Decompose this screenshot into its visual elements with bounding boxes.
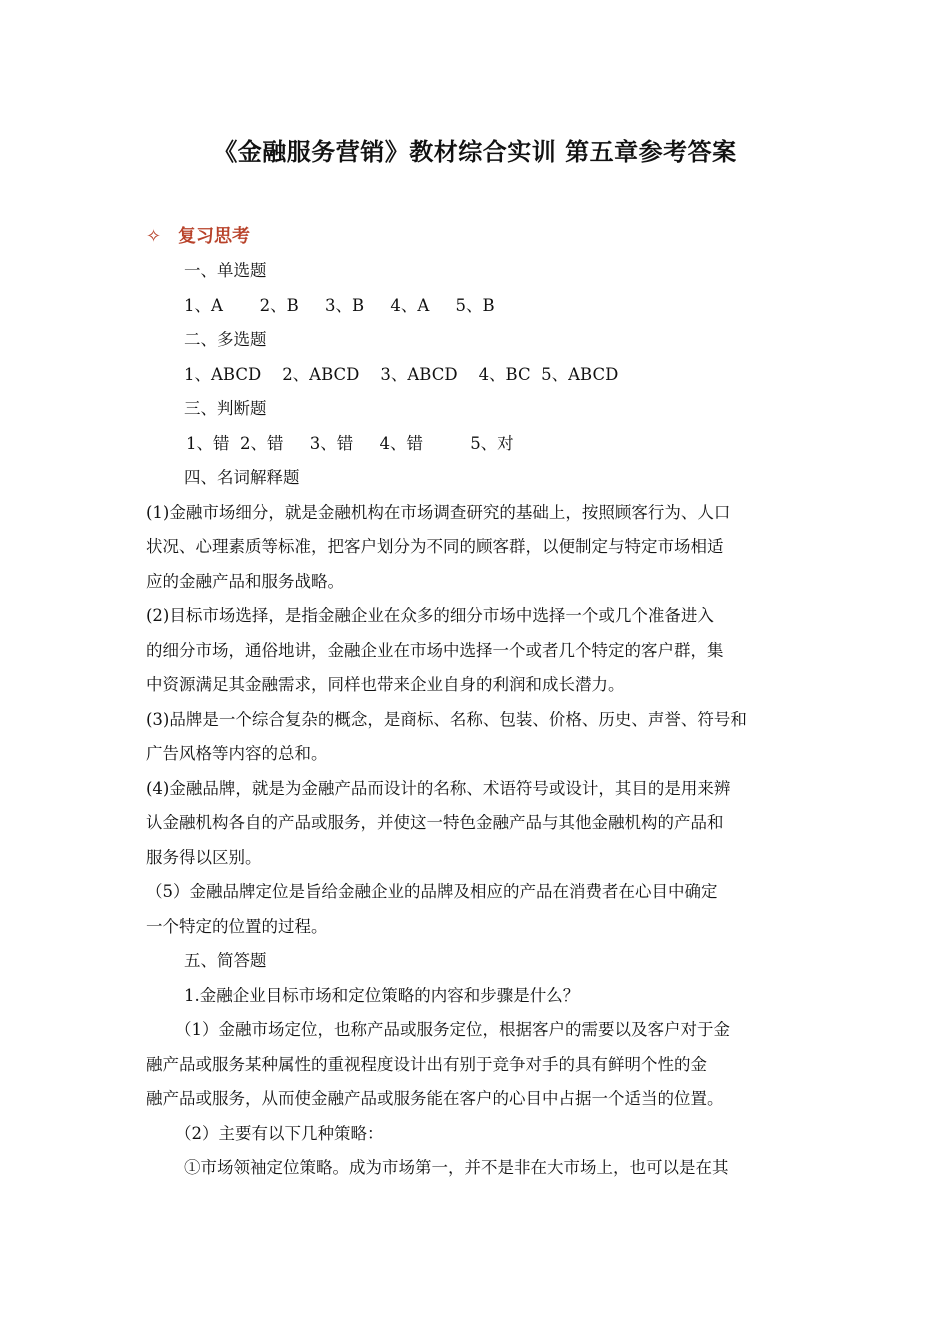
text-line: (3)品牌是一个综合复杂的概念，是商标、名称、包装、价格、历史、声誉、符号和 bbox=[146, 709, 747, 729]
answer-item: 5、B bbox=[455, 295, 495, 315]
text-line: （1）金融市场定位，也称产品或服务定位，根据客户的需要以及客户对于金 bbox=[175, 1020, 730, 1039]
text-line: 融产品或服务某种属性的重视程度设计出有别于竞争对手的具有鲜明个性的金 bbox=[146, 1054, 707, 1074]
text-line: 的细分市场，通俗地讲，金融企业在市场中选择一个或者几个特定的客户群，集 bbox=[146, 640, 724, 660]
q5-question: 1.金融企业目标市场和定位策略的内容和步骤是什么？ bbox=[184, 985, 580, 1005]
answer-item: 3、B bbox=[325, 295, 365, 315]
answer-item: 4、A bbox=[390, 295, 430, 315]
text-line: 服务得以区别。 bbox=[146, 847, 262, 867]
answer-item: 1、A bbox=[184, 295, 223, 315]
answer-item: 2、ABCD bbox=[282, 364, 360, 384]
q1-answers bbox=[146, 289, 810, 324]
document-body bbox=[146, 254, 810, 1186]
answer-item: 1、ABCD bbox=[184, 364, 262, 384]
answer-item: 2、错 bbox=[240, 433, 284, 453]
definition-1 bbox=[146, 496, 810, 600]
q1-heading: 一、单选题 bbox=[184, 261, 267, 280]
q2-heading: 二、多选题 bbox=[184, 330, 267, 349]
answer-item: 1、错 bbox=[186, 433, 230, 453]
definition-4 bbox=[146, 772, 810, 876]
diamond-star-icon: ✧ bbox=[146, 226, 162, 247]
definition-5 bbox=[146, 875, 810, 944]
text-line: 状况、心理素质等标准，把客户划分为不同的顾客群，以便制定与特定市场相适 bbox=[146, 537, 724, 556]
text-line: （5）金融品牌定位是旨给金融企业的品牌及相应的产品在消费者在心目中确定 bbox=[146, 882, 718, 901]
answer-item: 3、错 bbox=[309, 433, 354, 453]
q4-heading: 四、名词解释题 bbox=[184, 468, 300, 487]
text-line: 融产品或服务，从而使金融产品或服务能在客户的心目中占据一个适当的位置。 bbox=[146, 1089, 724, 1108]
text-line: 认金融机构各自的产品或服务，并使这一特色金融产品与其他金融机构的产品和 bbox=[146, 813, 724, 832]
definition-2 bbox=[146, 599, 810, 703]
text-line: (4)金融品牌，就是为金融产品而设计的名称、术语符号或设计，其目的是用来辨 bbox=[146, 778, 731, 798]
answer-item: 5、对 bbox=[470, 433, 514, 453]
document-title: 《金融服务营销》教材综合实训 第五章参考答案 bbox=[213, 138, 737, 166]
answer-paragraph-1 bbox=[146, 1013, 810, 1117]
text-line: 广告风格等内容的总和。 bbox=[146, 744, 328, 763]
q5-heading: 五、简答题 bbox=[184, 951, 267, 970]
section-label: 复习思考 bbox=[178, 226, 250, 247]
text-line: 一个特定的位置的过程。 bbox=[146, 916, 328, 936]
answer-item: 2、B bbox=[259, 295, 299, 315]
q3-answers bbox=[146, 427, 810, 462]
text-line: (1)金融市场细分，就是金融机构在市场调查研究的基础上，按照顾客行为、人口 bbox=[146, 502, 731, 522]
text-line: (2)目标市场选择，是指金融企业在众多的细分市场中选择一个或几个准备进入 bbox=[146, 606, 714, 625]
text-line: 应的金融产品和服务战略。 bbox=[146, 571, 344, 591]
q2-answers bbox=[146, 358, 810, 393]
answer-item: 4、错 bbox=[379, 433, 423, 453]
section-heading bbox=[146, 222, 250, 248]
text-line: 中资源满足其金融需求，同样也带来企业自身的利润和成长潜力。 bbox=[146, 675, 625, 694]
answer-item: 4、BC bbox=[478, 364, 531, 384]
q3-heading: 三、判断题 bbox=[184, 399, 267, 418]
definition-3 bbox=[146, 703, 810, 772]
answer-paragraph-3: ①市场领袖定位策略。成为市场第一，并不是非在大市场上，也可以是在其 bbox=[184, 1158, 729, 1177]
answer-paragraph-2: （2）主要有以下几种策略： bbox=[175, 1123, 384, 1143]
answer-item: 5、ABCD bbox=[541, 364, 619, 384]
answer-item: 3、ABCD bbox=[380, 364, 458, 384]
